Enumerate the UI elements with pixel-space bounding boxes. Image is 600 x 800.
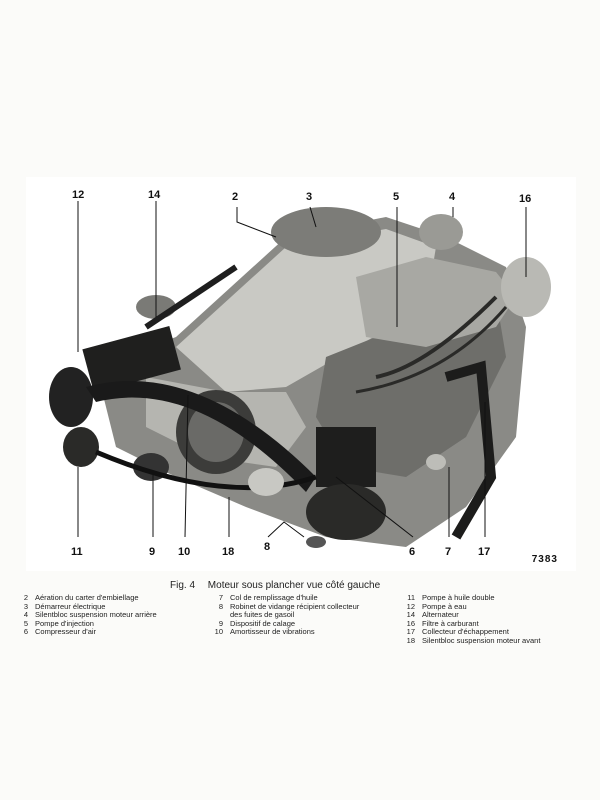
legend-item (397, 594, 540, 603)
legend-text: Pompe à huile double (422, 593, 495, 602)
legend-number: 16 (406, 618, 415, 628)
legend-number: 7 (218, 593, 223, 602)
callout-4: 4 (449, 191, 456, 203)
callout-11: 11 (71, 546, 83, 558)
legend-item (205, 628, 359, 637)
legend-number: 12 (406, 601, 415, 611)
callout-3: 3 (306, 191, 313, 203)
legend-column-2 (205, 594, 359, 637)
legend-number: 14 (406, 610, 415, 620)
legend-text: Silentbloc suspension moteur arrière (35, 610, 157, 620)
legend-number: 9 (218, 618, 223, 628)
callout-18: 18 (222, 546, 235, 558)
engine-photo (26, 177, 576, 571)
legend-number: 11 (407, 593, 415, 602)
figure-number: Fig. 4 (170, 580, 196, 591)
legend-number: 5 (23, 618, 28, 628)
callout-5: 5 (393, 191, 400, 203)
legend-text: Col de remplissage d'huile (230, 593, 318, 602)
callout-2: 2 (232, 191, 239, 203)
callout-17: 17 (478, 546, 491, 558)
legend-text: Compresseur d'air (35, 627, 97, 637)
legend-number: 17 (406, 627, 415, 637)
plate-number: 7383 (531, 554, 558, 565)
callout-14: 14 (148, 189, 161, 201)
callout-7: 7 (445, 546, 452, 558)
legend-number: 6 (23, 627, 28, 637)
callout-9: 9 (149, 546, 156, 558)
callout-8: 8 (264, 541, 271, 553)
legend-text: Amortisseur de vibrations (230, 627, 315, 637)
legend-number: 4 (23, 610, 28, 620)
legend-number: 3 (23, 601, 28, 611)
legend-text: Alternateur (422, 610, 459, 620)
legend-number: 2 (23, 593, 28, 602)
legend-text: Silentbloc suspension moteur avant (422, 635, 541, 645)
legend-text: Collecteur d'échappement (422, 627, 509, 637)
callout-10: 10 (178, 546, 191, 558)
legend-text: Robinet de vidange récipient collecteur (230, 601, 360, 611)
legend-number: 10 (214, 627, 223, 637)
legend-item (10, 628, 157, 637)
legend-text: Filtre à carburant (422, 618, 479, 628)
legend-text: Dispositif de calage (230, 618, 296, 628)
legend-number: 18 (406, 635, 415, 645)
figure-title: Moteur sous plancher vue côté gauche (207, 580, 381, 591)
legend-text: des fuites de gasoil (230, 610, 295, 620)
legend-text: Aération du carter d'embiellage (35, 593, 139, 602)
callout-16: 16 (519, 193, 532, 205)
engine-illustration (26, 177, 576, 571)
callout-12: 12 (72, 189, 85, 201)
legend-item (397, 603, 540, 612)
figure-caption (170, 580, 380, 591)
callout-6: 6 (409, 546, 416, 558)
legend-item (397, 637, 540, 646)
legend-number (205, 611, 230, 620)
legend-text: Pompe à eau (422, 601, 467, 611)
legend-text: Démarreur électrique (35, 601, 106, 611)
legend-text: Pompe d'injection (35, 618, 94, 628)
legend-number: 8 (218, 601, 223, 611)
legend-column-3 (397, 594, 540, 646)
legend-column-1 (10, 594, 157, 637)
